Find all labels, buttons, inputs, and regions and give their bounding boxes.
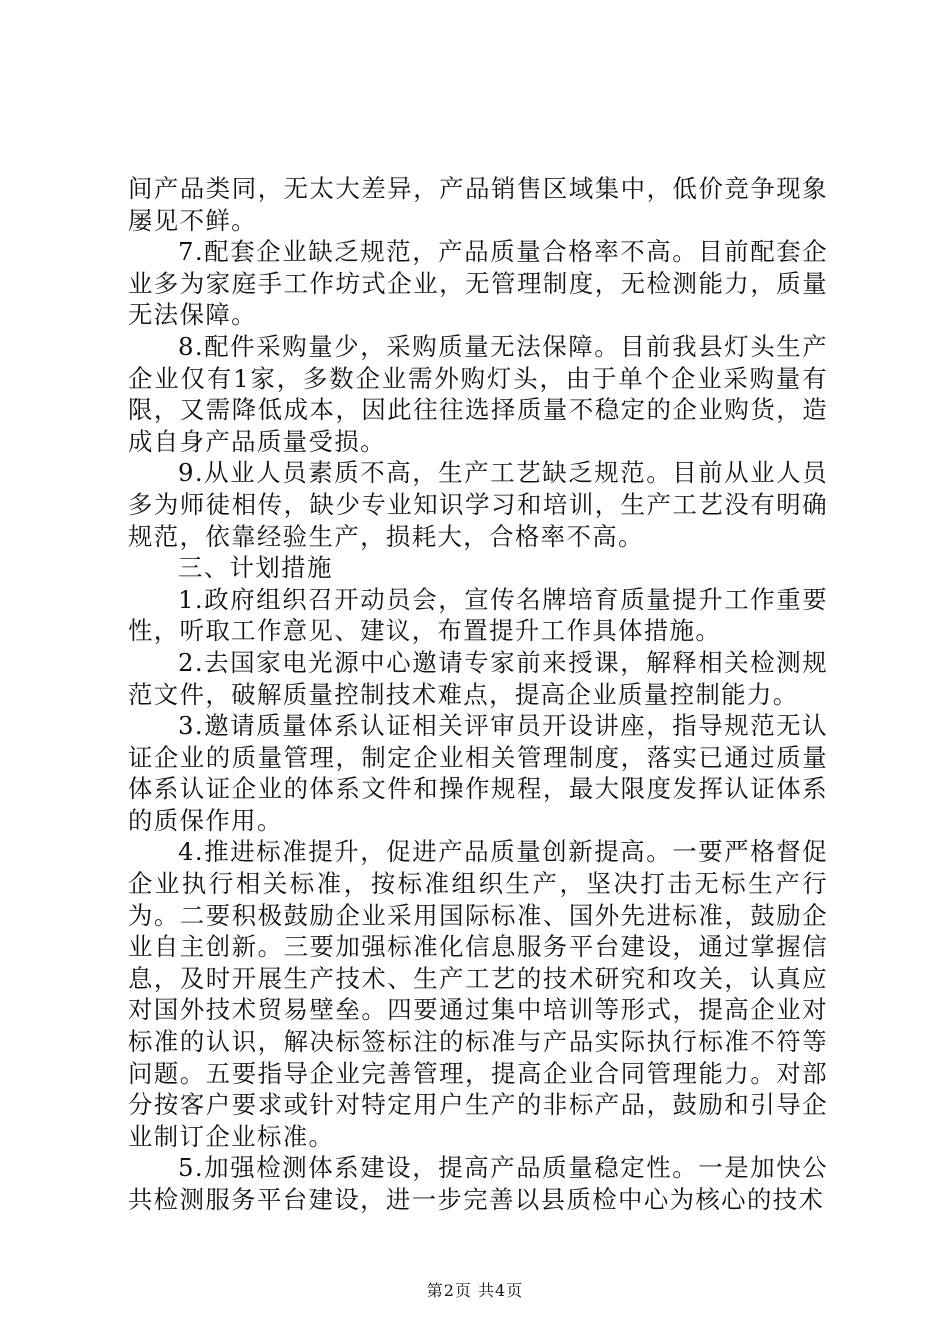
paragraph: 4.推进标准提升，促进产品质量创新提高。一要严格督促企业执行相关标准，按标准组织生产，坚决打击无标生产行为。二要积极鼓励企业采用国际标准、国外先进标准，鼓励企业自主创新。三要加强标准化信息服务平台建设，通过掌握信息，及时开展生产技术、生产工艺的技术研究和攻关，认真应对国外技术贸易壁垒。四要通过集中培训等形式，提高企业对标准的认识，解决标签标注的标准与产品实际执行标准不符等问题。五要指导企业完善管理，提高企业合同管理能力。对部分按客户要求或针对特定用户生产的非标产品，鼓励和引导企业制订企业标准。 (128, 837, 828, 1151)
paragraph: 间产品类同，无太大差异，产品销售区域集中，低价竞争现象屡见不鲜。 (128, 174, 828, 235)
paragraph: 1.政府组织召开动员会，宣传名牌培育质量提升工作重要性，听取工作意见、建议，布置提升工作具体措施。 (128, 584, 828, 646)
paragraph: 7.配套企业缺乏规范，产品质量合格率不高。目前配套企业多为家庭手工作坊式企业，无管理制度，无检测能力，质量无法保障。 (128, 237, 828, 330)
paragraph: 5.加强检测体系建设，提高产品质量稳定性。一是加快公共检测服务平台建设，进一步完善以县质检中心为核心的技术 (128, 1153, 828, 1214)
paragraph: 9.从业人员素质不高，生产工艺缺乏规范。目前从业人员多为师徒相传，缺少专业知识学习和培训，生产工艺没有明确规范，依靠经验生产，损耗大，合格率不高。 (128, 458, 828, 551)
paragraph: 2.去国家电光源中心邀请专家前来授课，解释相关检测规范文件，破解质量控制技术难点，提高企业质量控制能力。 (128, 647, 828, 709)
document-body (128, 173, 828, 1216)
section-heading: 三、计划措施 (178, 553, 333, 583)
paragraph: 8.配件采购量少，采购质量无法保障。目前我县灯头生产企业仅有1家，多数企业需外购灯头，由于单个企业采购量有限，又需降低成本，因此往往选择质量不稳定的企业购货，造成自身产品质量受损。 (128, 331, 828, 456)
page-footer: 第2页 共4页 (426, 1281, 524, 1300)
paragraph: 3.邀请质量体系认证相关评审员开设讲座，指导规范无认证企业的质量管理，制定企业相关管理制度，落实已通过质量体系认证企业的体系文件和操作规程，最大限度发挥认证体系的质保作用。 (128, 711, 828, 835)
